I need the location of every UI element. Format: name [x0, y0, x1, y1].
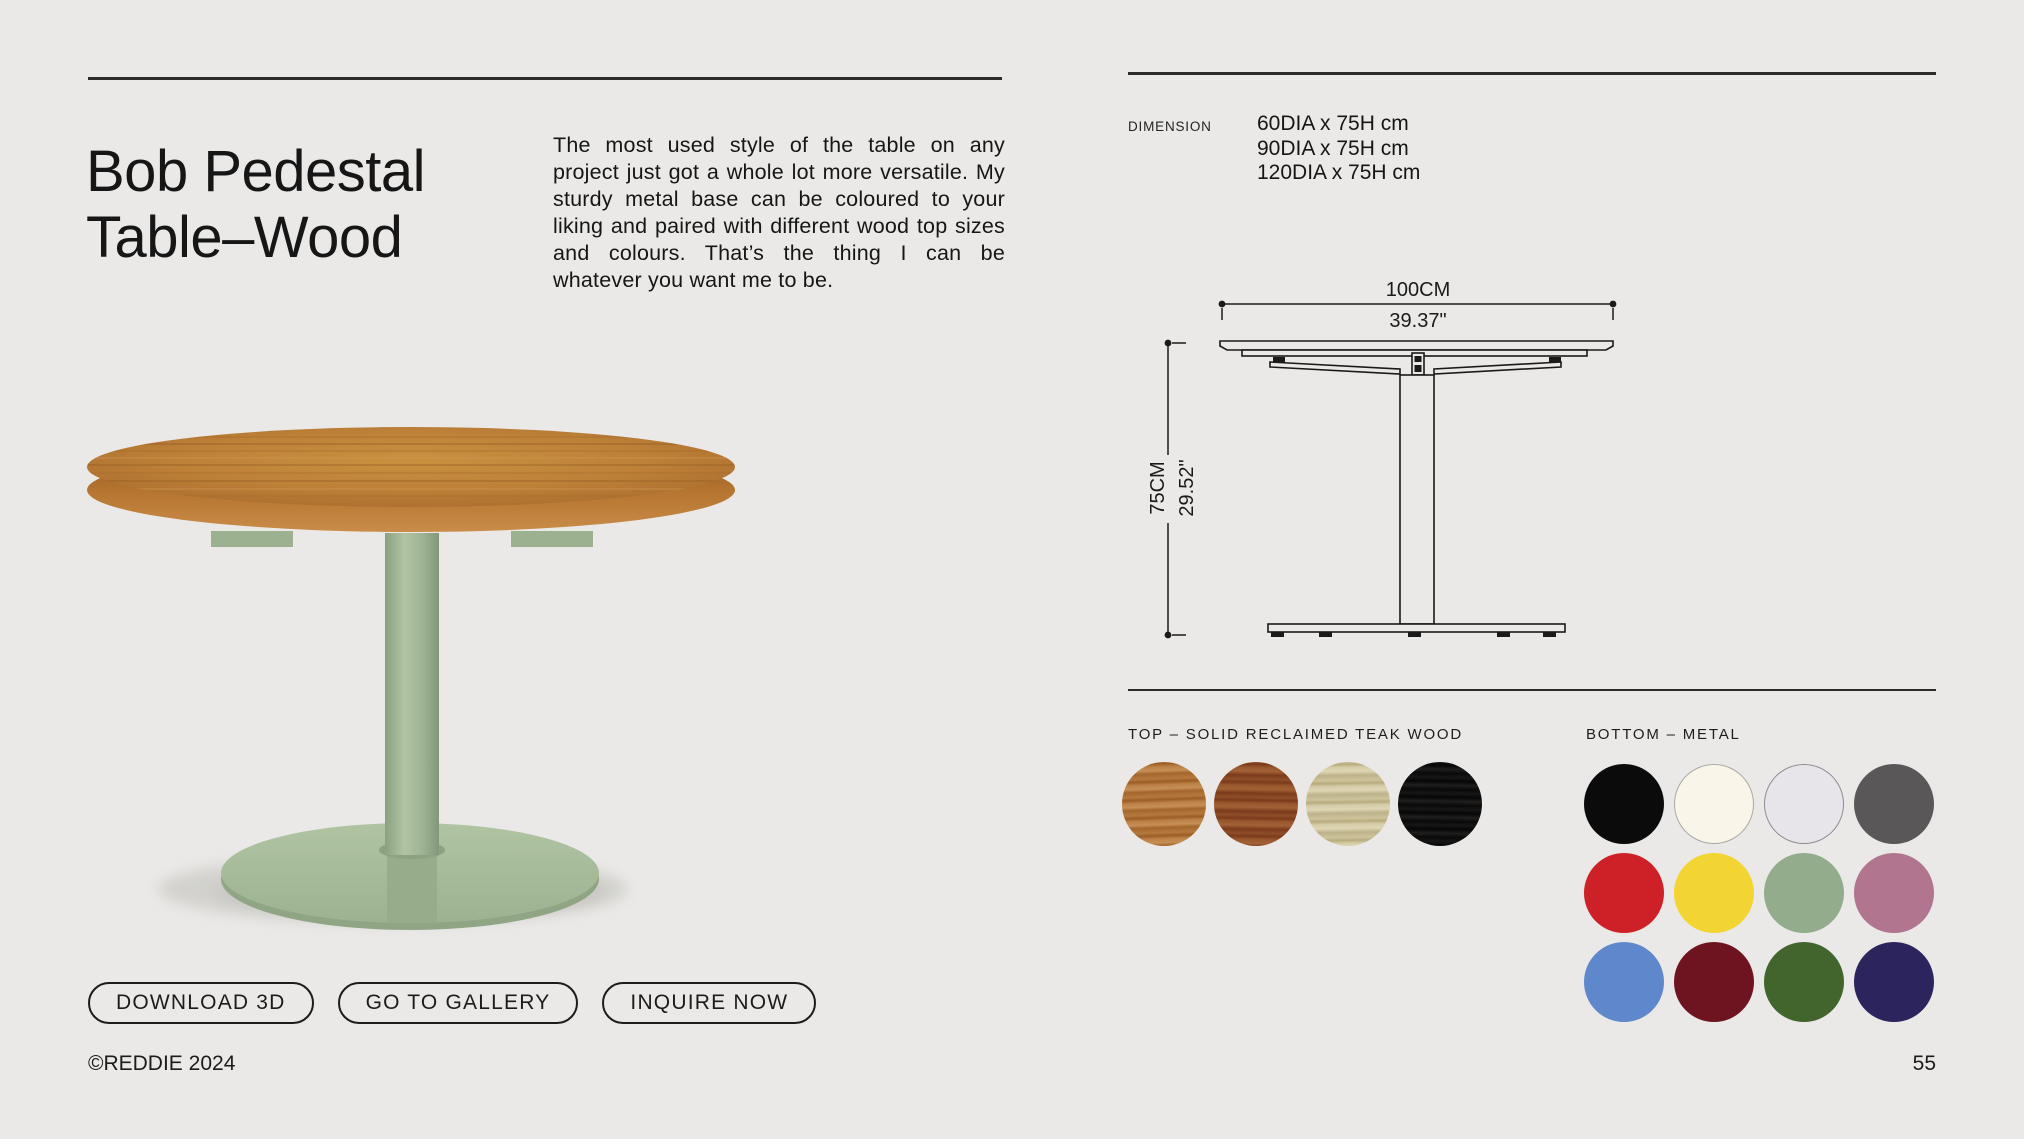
swatch-mauve[interactable]: [1854, 853, 1934, 933]
drawing-width-cm: 100CM: [1385, 279, 1451, 301]
top-rule-left: [88, 77, 1002, 80]
drawing-width-in: 39.37": [1389, 310, 1447, 332]
copyright: ©REDDIE 2024: [88, 1052, 236, 1075]
title-line-1: Bob Pedestal: [86, 138, 426, 204]
action-buttons: [88, 982, 816, 1024]
swatch-dark-grey[interactable]: [1854, 764, 1934, 844]
page-title: [86, 139, 425, 271]
swatch-blue[interactable]: [1584, 942, 1664, 1022]
metal-swatches: [1584, 764, 1934, 1022]
download-3d-button[interactable]: DOWNLOAD 3D: [88, 982, 314, 1024]
dimension-option: 90DIA x 75H cm: [1257, 136, 1409, 160]
drawing-arm-right: [1434, 362, 1561, 374]
drawing-base: [1268, 624, 1565, 632]
dimension-option: 120DIA x 75H cm: [1257, 161, 1421, 184]
swatch-sage-green[interactable]: [1764, 853, 1844, 933]
swatch-teak-light[interactable]: [1306, 762, 1390, 846]
top-swatches-label: TOP – SOLID RECLAIMED TEAK WOOD: [1128, 726, 1464, 743]
drawing-height-in: 29.52": [1176, 459, 1198, 517]
product-photo: [55, 395, 755, 940]
drawing-column: [1400, 375, 1434, 624]
bottom-swatches-label: BOTTOM – METAL: [1586, 726, 1741, 743]
drawing-tabletop: [1220, 341, 1613, 350]
drawing-arm-left: [1270, 362, 1400, 374]
swatch-teak-dark[interactable]: [1214, 762, 1298, 846]
table-top: [87, 427, 735, 507]
page-number: 55: [1912, 1052, 1936, 1075]
swatch-teak-black[interactable]: [1398, 762, 1482, 846]
swatch-teak-natural[interactable]: [1122, 762, 1206, 846]
dimension-label: DIMENSION: [1128, 119, 1212, 134]
top-rule-right: [1128, 72, 1936, 75]
title-line-2: Table–Wood: [86, 204, 403, 270]
technical-drawing: [1120, 265, 1660, 675]
swatch-maroon[interactable]: [1674, 942, 1754, 1022]
product-description: The most used style of the table on any project just got a whole lot more versatile. My sturdy metal base can be coloured to your liking and paired with different wood top sizes and colours. That’s the thing I can be whatever you want me to be.: [553, 132, 1005, 292]
support-tab-right: [511, 531, 593, 547]
swatch-section-rule: [1128, 689, 1936, 691]
go-to-gallery-button[interactable]: GO TO GALLERY: [338, 982, 579, 1024]
drawing-height-cm: 75CM: [1147, 461, 1169, 515]
swatch-black[interactable]: [1584, 764, 1664, 844]
wood-swatches: [1122, 762, 1482, 846]
table-outline: [1220, 341, 1613, 632]
swatch-yellow[interactable]: [1674, 853, 1754, 933]
swatch-red[interactable]: [1584, 853, 1664, 933]
swatch-navy[interactable]: [1854, 942, 1934, 1022]
swatch-off-white[interactable]: [1764, 764, 1844, 844]
swatch-forest-green[interactable]: [1764, 942, 1844, 1022]
dimension-values: [1257, 112, 1420, 186]
dimension-option: 60DIA x 75H cm: [1257, 112, 1409, 135]
swatch-cream[interactable]: [1674, 764, 1754, 844]
table-column: [385, 533, 439, 855]
inquire-now-button[interactable]: INQUIRE NOW: [602, 982, 816, 1024]
support-tab-left: [211, 531, 293, 547]
